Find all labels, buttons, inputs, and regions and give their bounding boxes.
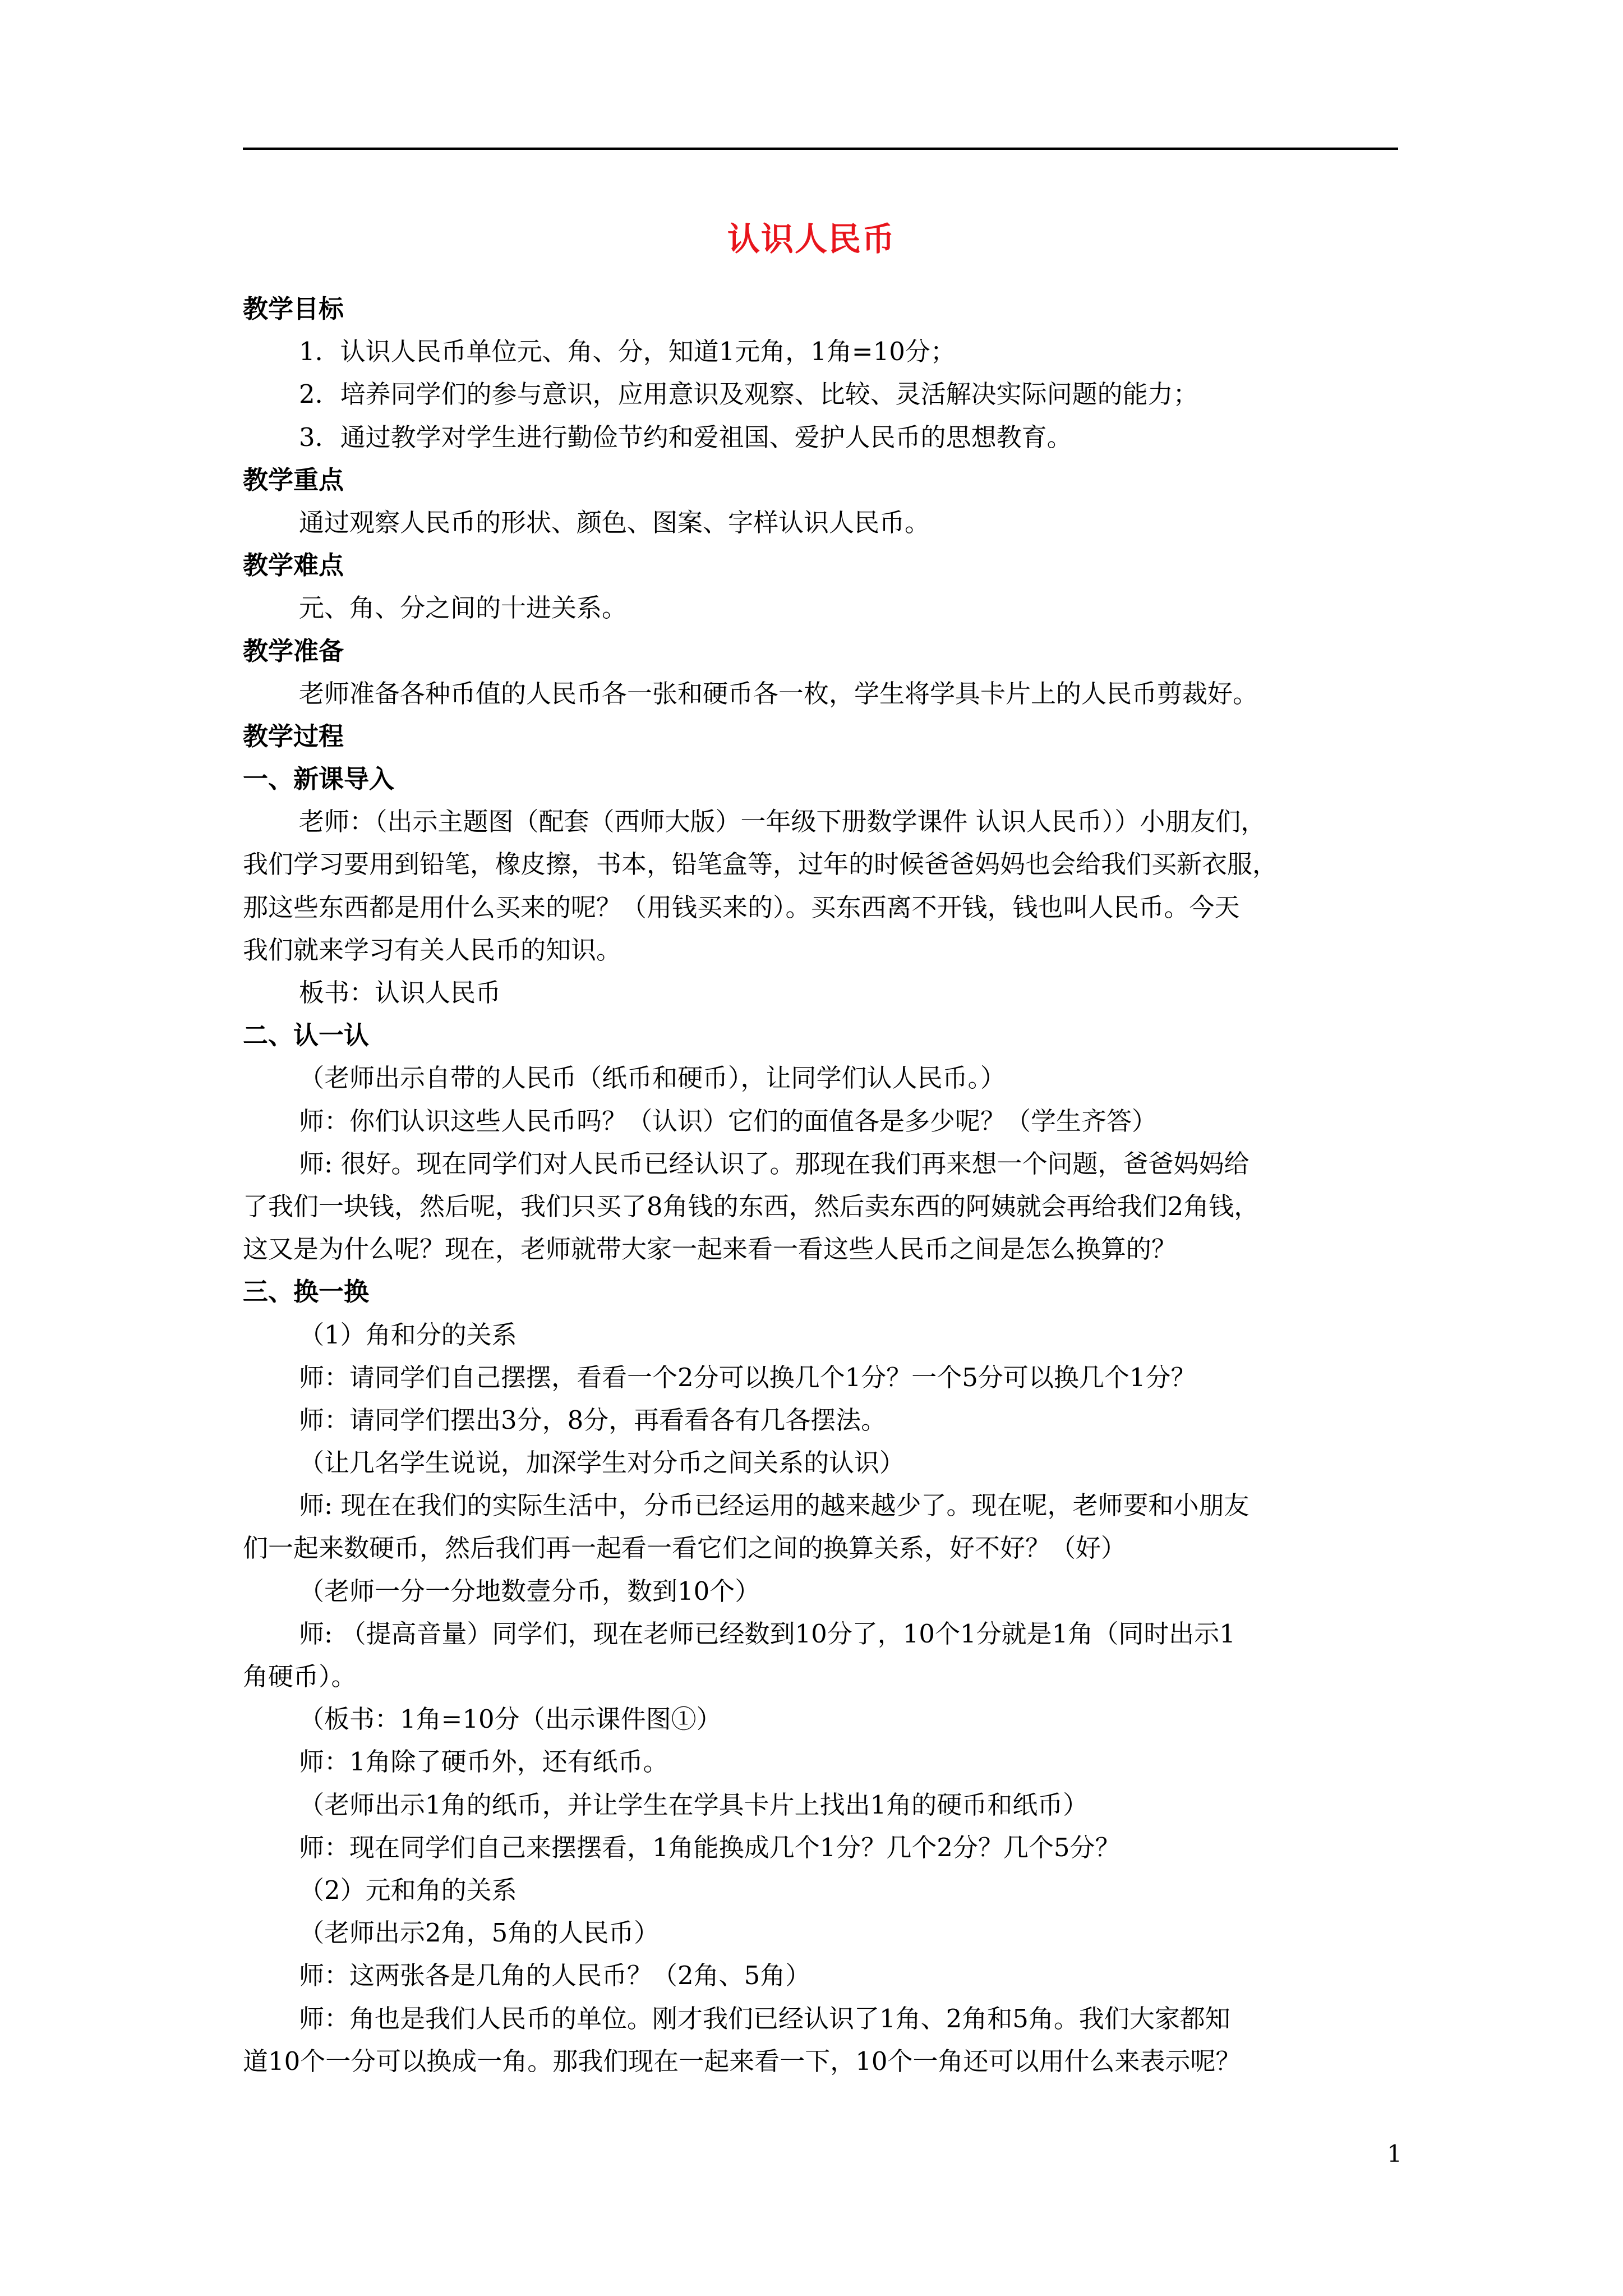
paragraph-line: （老师出示自带的人民币（纸币和硬币），让同学们认人民币。）: [299, 1063, 1006, 1093]
paragraph-line: 这又是为什么呢？现在，老师就带大家一起来看一看这些人民币之间是怎么换算的？: [243, 1234, 1177, 1264]
paragraph-line: 师：现在同学们自己来摆摆看，1角能换成几个1分？几个2分？几个5分？: [299, 1832, 1121, 1862]
paragraph-line: （老师出示1角的纸币，并让学生在学具卡片上找出1角的硬币和纸币）: [299, 1789, 1089, 1820]
paragraph-line: 角硬币）。: [243, 1662, 357, 1691]
section-heading: 二、认一认: [243, 1020, 370, 1051]
paragraph-line: （老师出示2角，5角的人民币）: [299, 1918, 660, 1948]
paragraph-line: 通过观察人民币的形状、颜色、图案、字样认识人民币。: [299, 507, 930, 537]
paragraph-line: 那这些东西都是用什么买来的呢？（用钱买来的）。买东西离不开钱，钱也叫人民币。今天: [243, 892, 1240, 922]
paragraph-line: 2．培养同学们的参与意识，应用意识及观察、比较、灵活解决实际问题的能力；: [299, 379, 1198, 409]
paragraph-line: 了我们一块钱，然后呢，我们只买了8角钱的东西，然后卖东西的阿姨就会再给我们2角钱，: [243, 1191, 1260, 1221]
paragraph-line: （让几名学生说说，加深学生对分币之间关系的认识）: [299, 1448, 905, 1478]
paragraph-line: 师: 很好。现在同学们对人民币已经认识了。那现在我们再来想一个问题，爸爸妈妈给: [299, 1148, 1249, 1179]
paragraph-line: 师：1角除了硬币外，还有纸币。: [299, 1747, 668, 1777]
section-heading: 一、新课导入: [243, 764, 395, 794]
section-heading: 教学难点: [243, 550, 344, 581]
paragraph-line: 师：你们认识这些人民币吗？（认识）它们的面值各是多少呢？（学生齐答）: [299, 1106, 1158, 1136]
paragraph-line: 我们就来学习有关人民币的知识。: [243, 935, 622, 965]
document-title: 认识人民币: [727, 220, 896, 258]
paragraph-line: 3．通过教学对学生进行勤俭节约和爱祖国、爱护人民币的思想教育。: [299, 422, 1072, 452]
paragraph-line: （2）元和角的关系: [299, 1875, 517, 1905]
paragraph-line: 师：请同学们摆出3分，8分，再看看各有几各摆法。: [299, 1405, 887, 1435]
paragraph-line: 师: 现在在我们的实际生活中，分币已经运用的越来越少了。现在呢，老师要和小朋友: [299, 1490, 1249, 1521]
section-heading: 教学过程: [243, 721, 344, 751]
document-body: [243, 288, 1398, 2083]
paragraph-line: 师：请同学们自己摆摆，看看一个2分可以换几个1分？一个5分可以换几个1分？: [299, 1362, 1196, 1392]
page-number: 1: [1387, 2140, 1402, 2168]
paragraph-line: 师: （提高音量）同学们，现在老师已经数到10分了，10个1分就是1角（同时出示1: [299, 1618, 1235, 1649]
paragraph-line: 师：角也是我们人民币的单位。刚才我们已经认识了1角、2角和5角。我们大家都知: [299, 2003, 1230, 2033]
header-rule: [243, 148, 1398, 150]
paragraph-line: 元、角、分之间的十进关系。: [299, 593, 628, 623]
paragraph-line: 道10个一分可以换成一角。那我们现在一起来看一下，10个一角还可以用什么来表示呢？: [243, 2046, 1241, 2076]
section-heading: 教学准备: [243, 636, 344, 666]
paragraph-line: 们一起来数硬币，然后我们再一起看一看它们之间的换算关系，好不好？（好）: [243, 1533, 1127, 1563]
paragraph-line: 板书：认识人民币: [299, 978, 501, 1007]
paragraph-line: （老师一分一分地数壹分币，数到10个）: [299, 1576, 760, 1606]
paragraph-line: 1．认识人民币单位元、角、分，知道1元角，1角=10分；: [299, 337, 956, 367]
section-heading: 教学目标: [243, 294, 344, 324]
paragraph-line: 我们学习要用到铅笔，橡皮擦，书本，铅笔盒等，过年的时候爸爸妈妈也会给我们买新衣服，: [243, 849, 1278, 880]
section-heading: 三、换一换: [243, 1277, 370, 1307]
paragraph-line: 师：这两张各是几角的人民币？（2角、5角）: [299, 1961, 811, 1991]
paragraph-line: 老师准备各种币值的人民币各一张和硬币各一枚，学生将学具卡片上的人民币剪裁好。: [299, 678, 1258, 708]
paragraph-line: （1）角和分的关系: [299, 1319, 517, 1350]
paragraph-line: （板书：1角=10分（出示课件图①）: [299, 1704, 722, 1734]
paragraph-line: 老师：（出示主题图（配套（西师大版）一年级下册数学课件 认识人民币））小朋友们，: [299, 807, 1266, 837]
section-heading: 教学重点: [243, 464, 344, 495]
